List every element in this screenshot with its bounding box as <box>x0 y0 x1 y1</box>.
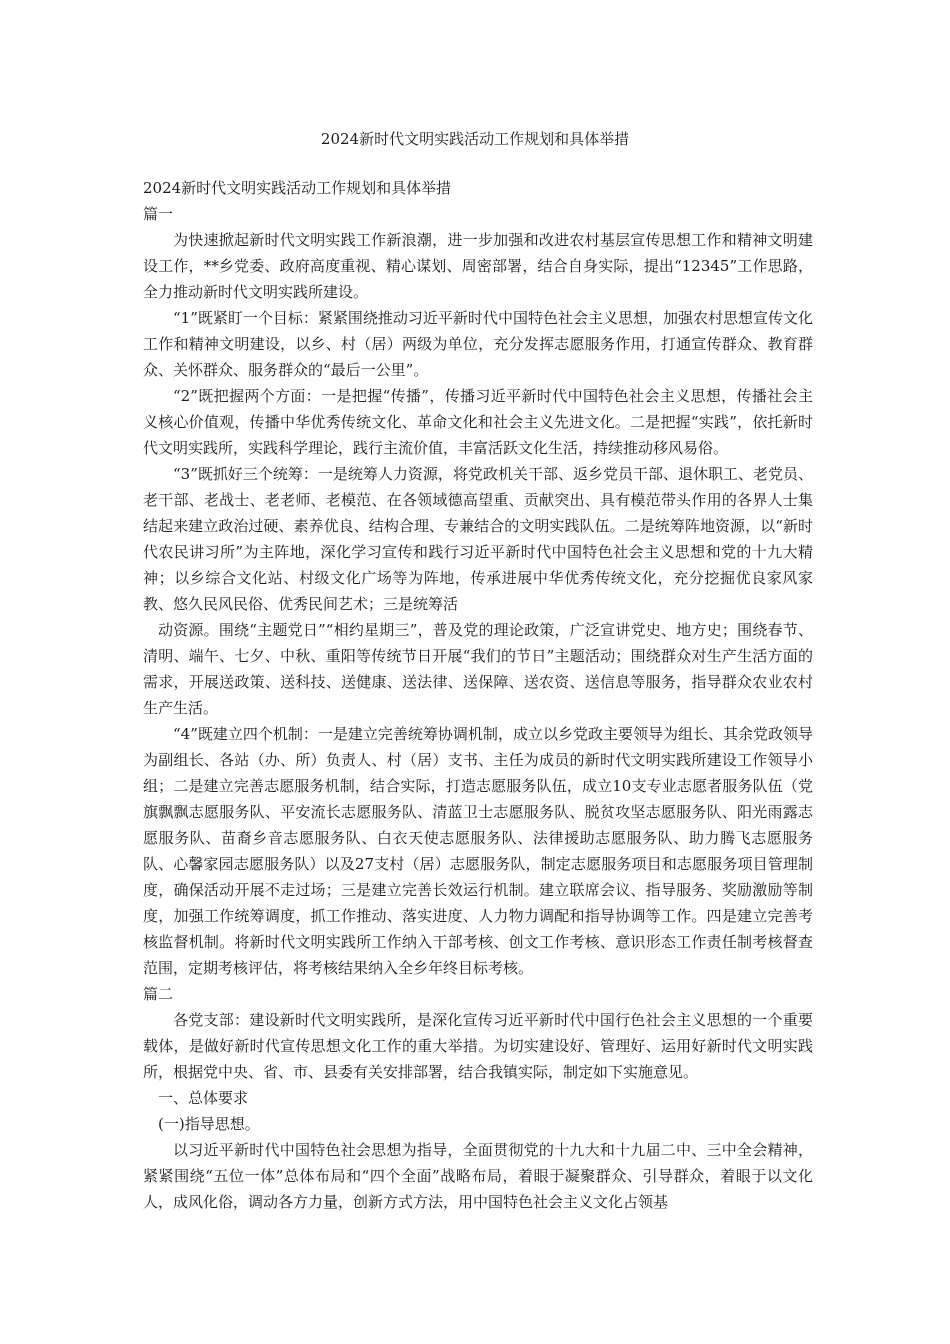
document-body <box>143 175 813 1215</box>
paragraph-7: 各党支部：建设新时代文明实践所，是深化宣传习近平新时代中国行色社会主义思想的一个重要载体，是做好新时代宣传思想文化工作的重大举措。为切实建设好、管理好、运用好新时代文明实践所，根据党中央、省、市、县委有关安排部署，结合我镇实际，制定如下实施意见。 <box>143 1011 813 1081</box>
heading-guiding-ideology: (一)指导思想。 <box>158 1115 260 1133</box>
paragraph-1: 为快速掀起新时代文明实践工作新浪潮，进一步加强和改进农村基层宣传思想工作和精神文明建设工作，**乡党委、政府高度重视、精心谋划、周密部署，结合自身实际，提出“12345”工作思路，全力推动新时代文明实践所建设。 <box>143 231 813 301</box>
paragraph-6: “4”既建立四个机制：一是建立完善统筹协调机制，成立以乡党政主要领导为组长、其余党政领导为副组长、各站（办、所）负责人、村（居）支书、主任为成员的新时代文明实践所建设工作领导小组；二是建立完善志愿服务机制，结合实际，打造志愿服务队伍，成立10支专业志愿者服务队伍（党旗飘飘志愿服务队、平安流长志愿服务队、清蓝卫士志愿服务队、脱贫攻坚志愿服务队、阳光雨露志愿服务队、苗裔乡音志愿服务队、白衣天使志愿服务队、法律援助志愿服务队、助力腾飞志愿服务队、心馨家园志愿服务队）以及27支村（居）志愿服务队，制定志愿服务项目和志愿服务项目管理制度，确保活动开展不走过场；三是建立完善长效运行机制。建立联席会议、指导服务、奖励激励等制度，加强工作统筹调度，抓工作推动、落实进度、人力物力调配和指导协调等工作。四是建立完善考核监督机制。将新时代文明实践所工作纳入干部考核、创文工作考核、意识形态工作责任制考核督查范围，定期考核评估，将考核结果纳入全乡年终目标考核。 <box>143 725 813 977</box>
paragraph-8: 以习近平新时代中国特色社会思想为指导，全面贯彻党的十九大和十九届二中、三中全会精神，紧紧围绕“五位一体”总体布局和“四个全面”战略布局，着眼于凝聚群众、引导群众，着眼于以文化人，成风化俗，调动各方力量，创新方式方法，用中国特色社会主义文化占领基 <box>143 1141 813 1211</box>
document-title: 2024新时代文明实践活动工作规划和具体举措 <box>320 130 630 148</box>
paragraph-3: “2”既把握两个方面：一是把握“传播”，传播习近平新时代中国特色社会主义思想，传播社会主义核心价值观，传播中华优秀传统文化、革命文化和社会主义先进文化。二是把握“实践”，依托新时代文明实践所，实践科学理论，践行主流价值，丰富活跃文化生活，持续推动移风易俗。 <box>143 387 813 457</box>
paragraph-4: “3”既抓好三个统筹：一是统筹人力资源，将党政机关干部、返乡党员干部、退休职工、老党员、老干部、老战士、老老师、老模范、在各领域德高望重、贡献突出、具有模范带头作用的各界人士集结起来建立政治过硬、素养优良、结构合理、专兼结合的文明实践队伍。二是统筹阵地资源，以“新时代农民讲习所”为主阵地，深化学习宣传和践行习近平新时代中国特色社会主义思想和党的十九大精神；以乡综合文化站、村级文化广场等为阵地，传承进展中华优秀传统文化，充分挖掘优良家风家教、悠久民风民俗、优秀民间艺术；三是统筹活 <box>143 465 813 613</box>
paragraph-5: 动资源。围绕“主题党日”“相约星期三”，普及党的理论政策，广泛宣讲党史、地方史；围绕春节、清明、端午、七夕、中秋、重阳等传统节日开展“我们的节日”主题活动；围绕群众对生产生活方面的需求，开展送政策、送科技、送健康、送法律、送保障、送农资、送信息等服务，指导群众农业农村生产生活。 <box>143 621 813 717</box>
heading-general-requirements: 一、总体要求 <box>158 1089 249 1107</box>
document-subtitle: 2024新时代文明实践活动工作规划和具体举措 <box>143 179 452 197</box>
section-heading-1: 篇一 <box>143 205 174 223</box>
section-heading-2: 篇二 <box>143 985 174 1003</box>
paragraph-2: “1”既紧盯一个目标：紧紧围绕推动习近平新时代中国特色社会主义思想，加强农村思想宣传文化工作和精神文明建设，以乡、村（居）两级为单位，充分发挥志愿服务作用，打通宣传群众、教育群众、关怀群众、服务群众的“最后一公里”。 <box>143 309 813 379</box>
